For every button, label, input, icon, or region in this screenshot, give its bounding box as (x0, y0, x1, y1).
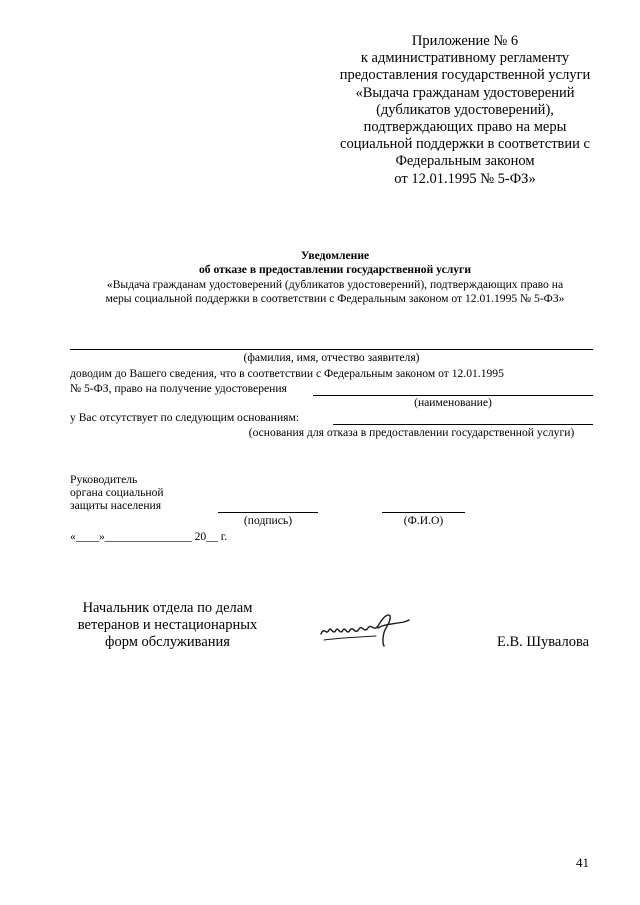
signatory-line-3: защиты населения (70, 499, 162, 512)
grounds-text: у Вас отсутствует по следующим основаниям: (70, 411, 300, 424)
appendix-line: предоставления государственной услуги (339, 67, 591, 84)
applicant-caption: (фамилия, имя, отчество заявителя) (243, 351, 420, 364)
footer-signatory-name: Е.В. Шувалова (497, 634, 590, 650)
grounds-caption: (основания для отказа в предоставлении государственной услуги) (248, 426, 575, 439)
page-number: 41 (576, 855, 589, 870)
footer-position-line-1: Начальник отдела по делам (82, 600, 253, 616)
notice-title: Уведомление (300, 249, 370, 262)
grounds-line (333, 424, 593, 425)
appendix-line: Приложение № 6 (411, 33, 519, 49)
fio-line (382, 512, 465, 513)
appendix-line: Федеральным законом (395, 153, 535, 170)
notice-service-line-2: меры социальной поддержки в соответствии с Федеральным законом от 12.01.1995 № 5-ФЗ» (105, 292, 565, 306)
appendix-line: социальной поддержки в соответствии с (340, 136, 590, 153)
notice-text-line-2: № 5-ФЗ, право на получение удостоверения (70, 382, 287, 395)
date-line: «____»_______________ 20__ г. (70, 530, 228, 543)
notice-service-line-1: «Выдача гражданам удостоверений (дубликатов удостоверений), подтверждающих право на (106, 277, 564, 291)
name-caption: (наименование) (414, 396, 492, 409)
signature-line (218, 512, 318, 513)
notice-subtitle: об отказе в предоставлении государственной услуги (198, 263, 471, 277)
appendix-line: (дубликатов удостоверений), (376, 101, 554, 118)
signatory-line-1: Руководитель (70, 473, 138, 486)
handwritten-signature (318, 612, 410, 648)
footer-position-line-3: форм обслуживания (105, 634, 230, 650)
notice-heading (40, 249, 630, 307)
notice-text-line-1: доводим до Вашего сведения, что в соответствии с Федеральным законом от 12.01.1995 (70, 367, 504, 380)
appendix-line: подтверждающих право на меры (363, 119, 567, 136)
signatory-line-2: органа социальной (70, 486, 164, 499)
appendix-header (320, 33, 610, 188)
footer-position-line-2: ветеранов и нестационарных (77, 617, 258, 633)
appendix-line: к административному регламенту (360, 50, 570, 67)
signature-caption: (подпись) (243, 514, 293, 527)
appendix-line: от 12.01.1995 № 5-ФЗ» (394, 170, 536, 187)
appendix-line: «Выдача гражданам удостоверений (355, 84, 575, 101)
fio-caption: (Ф.И.О) (403, 514, 444, 527)
applicant-name-line (70, 349, 593, 350)
